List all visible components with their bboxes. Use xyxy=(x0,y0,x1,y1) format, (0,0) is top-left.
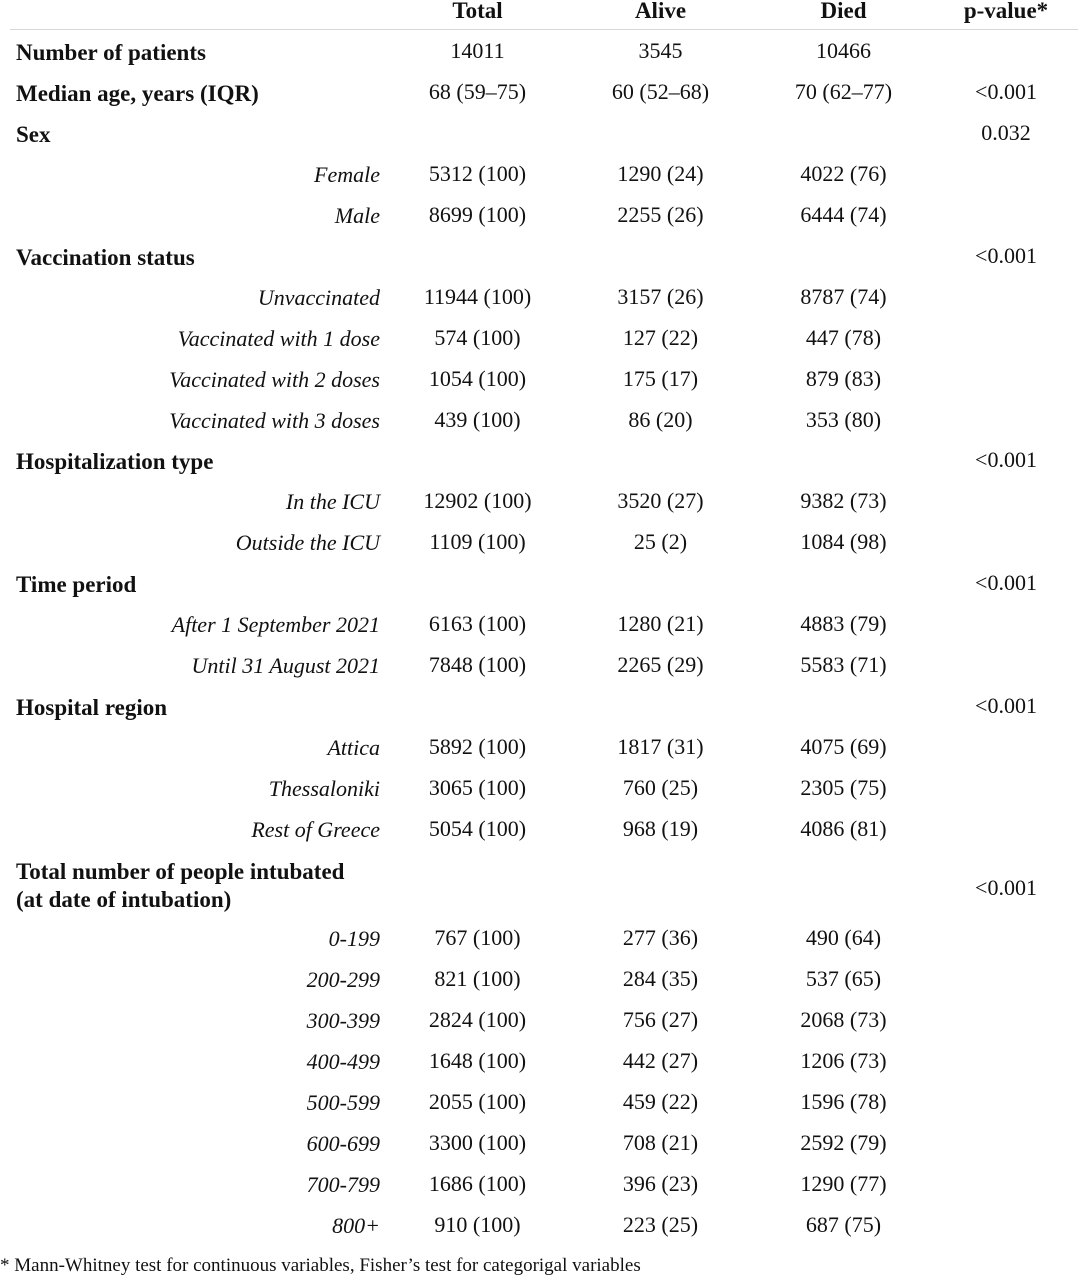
cell-alive: 1280 (21) xyxy=(617,611,704,636)
cell-total: 5892 (100) xyxy=(428,734,527,759)
row-label-line2: (at date of intubation) xyxy=(16,887,232,912)
row-sublabel: In the ICU xyxy=(285,489,380,514)
header-divider xyxy=(10,29,1078,30)
cell-pvalue: <0.001 xyxy=(975,875,1037,900)
cell-total: 6163 (100) xyxy=(428,611,527,636)
row-sublabel: 400-499 xyxy=(306,1049,380,1074)
row-sublabel: 700-799 xyxy=(306,1172,380,1197)
row-sublabel: 600-699 xyxy=(306,1131,380,1156)
cell-alive: 3520 (27) xyxy=(617,488,704,513)
cell-died: 353 (80) xyxy=(805,407,882,432)
cell-total: 3065 (100) xyxy=(428,775,527,800)
cell-total: 7848 (100) xyxy=(428,652,527,677)
row-sublabel: Vaccinated with 2 doses xyxy=(169,367,380,392)
row-label: Number of patients xyxy=(16,40,206,65)
cell-total: 821 (100) xyxy=(434,966,521,991)
cell-alive: 396 (23) xyxy=(622,1171,699,1196)
row-sublabel: Rest of Greece xyxy=(251,817,380,842)
cell-total: 1054 (100) xyxy=(428,366,527,391)
cell-died: 879 (83) xyxy=(805,366,882,391)
row-sublabel: Unvaccinated xyxy=(257,285,380,310)
row-label: Median age, years (IQR) xyxy=(16,81,259,106)
row-label: Total number of people intubated xyxy=(16,859,345,884)
row-sublabel: Until 31 August 2021 xyxy=(191,653,380,678)
cell-alive: 2265 (29) xyxy=(617,652,704,677)
table-footnote: * Mann-Whitney test for continuous variables, Fisher’s test for categorigal variables xyxy=(0,1255,641,1276)
cell-total: 910 (100) xyxy=(434,1212,521,1237)
cell-alive: 442 (27) xyxy=(622,1048,699,1073)
column-header-alive: Alive xyxy=(634,0,687,23)
row-label: Time period xyxy=(16,572,137,597)
cell-died: 2305 (75) xyxy=(800,775,887,800)
cell-alive: 760 (25) xyxy=(622,775,699,800)
cell-pvalue: 0.032 xyxy=(981,120,1031,145)
row-sublabel: Male xyxy=(334,203,380,228)
cell-died: 70 (62–77) xyxy=(794,79,893,104)
cell-total: 2055 (100) xyxy=(428,1089,527,1114)
row-sublabel: After 1 September 2021 xyxy=(171,612,380,637)
row-label: Vaccination status xyxy=(16,245,195,270)
cell-died: 1290 (77) xyxy=(800,1171,887,1196)
cell-alive: 459 (22) xyxy=(622,1089,699,1114)
cell-died: 447 (78) xyxy=(805,325,882,350)
row-sublabel: 0-199 xyxy=(328,926,380,951)
cell-alive: 968 (19) xyxy=(622,816,699,841)
cell-total: 5054 (100) xyxy=(428,816,527,841)
cell-alive: 2255 (26) xyxy=(617,202,704,227)
row-sublabel: Female xyxy=(314,162,380,187)
cell-died: 9382 (73) xyxy=(800,488,887,513)
cell-total: 2824 (100) xyxy=(428,1007,527,1032)
cell-alive: 3157 (26) xyxy=(617,284,704,309)
column-header-died: Died xyxy=(820,0,867,23)
cell-died: 6444 (74) xyxy=(800,202,887,227)
cell-total: 11944 (100) xyxy=(423,284,532,309)
cell-died: 8787 (74) xyxy=(800,284,887,309)
cell-alive: 277 (36) xyxy=(622,925,699,950)
row-sublabel: Thessaloniki xyxy=(268,776,380,801)
column-header-total: Total xyxy=(452,0,503,23)
cell-total: 3300 (100) xyxy=(428,1130,527,1155)
cell-alive: 1290 (24) xyxy=(617,161,704,186)
cell-alive: 25 (2) xyxy=(633,529,688,554)
cell-total: 439 (100) xyxy=(434,407,521,432)
cell-total: 8699 (100) xyxy=(428,202,527,227)
row-sublabel: 200-299 xyxy=(306,967,380,992)
cell-died: 687 (75) xyxy=(805,1212,882,1237)
cell-alive: 86 (20) xyxy=(628,407,693,432)
cell-died: 537 (65) xyxy=(805,966,882,991)
cell-pvalue: <0.001 xyxy=(975,79,1037,104)
cell-total: 1109 (100) xyxy=(429,529,526,554)
row-label: Hospitalization type xyxy=(16,449,214,474)
cell-alive: 1817 (31) xyxy=(617,734,704,759)
row-sublabel: 500-599 xyxy=(306,1090,380,1115)
cell-alive: 60 (52–68) xyxy=(611,79,710,104)
cell-total: 1686 (100) xyxy=(428,1171,527,1196)
cell-died: 10466 xyxy=(816,38,871,63)
cell-total: 5312 (100) xyxy=(428,161,527,186)
cell-died: 2592 (79) xyxy=(800,1130,887,1155)
cell-alive: 3545 xyxy=(638,38,683,63)
table-header xyxy=(0,0,1081,30)
row-sublabel: Vaccinated with 1 dose xyxy=(177,326,380,351)
cell-died: 5583 (71) xyxy=(800,652,887,677)
row-sublabel: Attica xyxy=(327,735,380,760)
cell-died: 1084 (98) xyxy=(800,529,887,554)
cell-died: 1596 (78) xyxy=(800,1089,887,1114)
row-label: Sex xyxy=(16,122,51,147)
cell-total: 68 (59–75) xyxy=(428,79,527,104)
row-sublabel: Outside the ICU xyxy=(235,530,380,555)
cell-died: 4883 (79) xyxy=(800,611,887,636)
cell-total: 767 (100) xyxy=(434,925,521,950)
column-header-pvalue: p-value* xyxy=(963,0,1049,23)
cell-died: 4075 (69) xyxy=(800,734,887,759)
cell-alive: 284 (35) xyxy=(622,966,699,991)
cell-pvalue: <0.001 xyxy=(975,243,1037,268)
cell-pvalue: <0.001 xyxy=(975,693,1037,718)
cell-total: 12902 (100) xyxy=(423,488,532,513)
cell-pvalue: <0.001 xyxy=(975,447,1037,472)
cell-total: 1648 (100) xyxy=(428,1048,527,1073)
cell-alive: 175 (17) xyxy=(622,366,699,391)
row-sublabel: 300-399 xyxy=(306,1008,380,1033)
row-sublabel: Vaccinated with 3 doses xyxy=(169,408,380,433)
cell-died: 4022 (76) xyxy=(800,161,887,186)
cell-alive: 756 (27) xyxy=(622,1007,699,1032)
row-sublabel: 800+ xyxy=(332,1213,380,1238)
cell-alive: 127 (22) xyxy=(622,325,699,350)
cell-died: 4086 (81) xyxy=(800,816,887,841)
cell-pvalue: <0.001 xyxy=(975,570,1037,595)
row-label: Hospital region xyxy=(16,695,168,720)
cell-died: 2068 (73) xyxy=(800,1007,887,1032)
cell-alive: 708 (21) xyxy=(622,1130,699,1155)
cell-total: 574 (100) xyxy=(434,325,521,350)
cell-total: 14011 xyxy=(450,38,505,63)
cell-died: 490 (64) xyxy=(805,925,882,950)
cell-alive: 223 (25) xyxy=(622,1212,699,1237)
cell-died: 1206 (73) xyxy=(800,1048,887,1073)
